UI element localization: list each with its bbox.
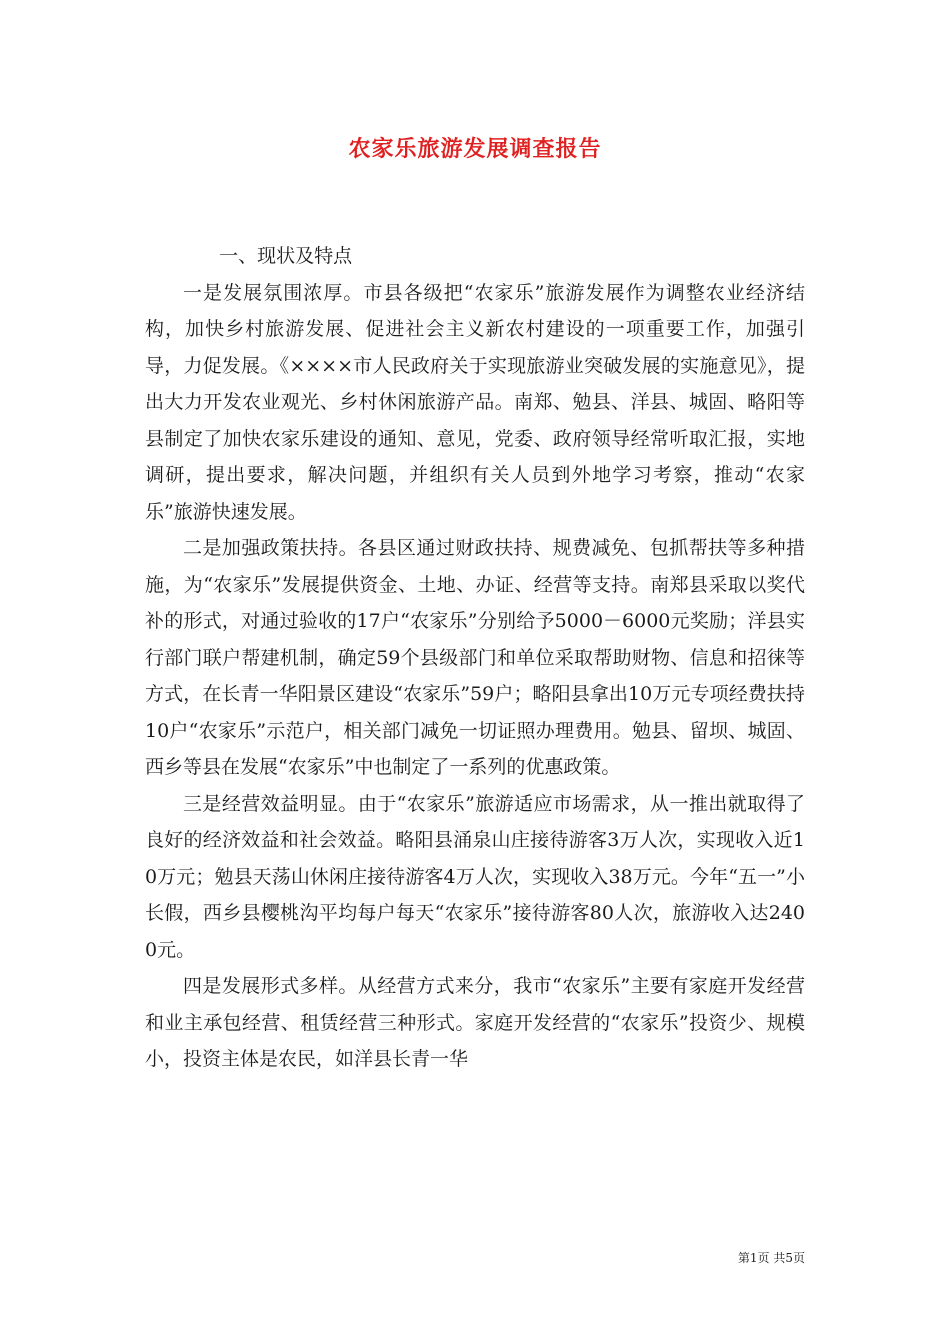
section-heading: 一、现状及特点	[219, 245, 353, 267]
paragraph-1: 一是发展氛围浓厚。市县各级把“农家乐”旅游发展作为调整农业经济结构，加快乡村旅游发展、促进社会主义新农村建设的一项重要工作，加强引导，力促发展。《××××市人民政府关于实现旅游业突破发展的实施意见》，提出大力开发农业观光、乡村休闲旅游产品。南郑、勉县、洋县、城固、略阳等县制定了加快农家乐建设的通知、意见，党委、政府领导经常听取汇报，实地调研，提出要求，解决问题，并组织有关人员到外地学习考察，推动“农家乐”旅游快速发展。	[145, 281, 805, 523]
document-title: 农家乐旅游发展调查报告	[348, 136, 602, 162]
document-body	[145, 238, 805, 1078]
page-number: 第1页 共5页	[737, 1251, 805, 1265]
paragraph-2: 二是加强政策扶持。各县区通过财政扶持、规费减免、包抓帮扶等多种措施，为“农家乐”发展提供资金、土地、办证、经营等支持。南郑县采取以奖代补的形式，对通过验收的17户“农家乐”分别给予5000－6000元奖励；洋县实行部门联户帮建机制，确定59个县级部门和单位采取帮助财物、信息和招徕等方式，在长青一华阳景区建设“农家乐”59户；略阳县拿出10万元专项经费扶持10户“农家乐”示范户，相关部门减免一切证照办理费用。勉县、留坝、城固、西乡等县在发展“农家乐”中也制定了一系列的优惠政策。	[145, 537, 805, 778]
paragraph-4: 四是发展形式多样。从经营方式来分，我市“农家乐”主要有家庭开发经营和业主承包经营、租赁经营三种形式。家庭开发经营的“农家乐”投资少、规模小，投资主体是农民，如洋县长青一华	[145, 975, 805, 1070]
paragraph-3: 三是经营效益明显。由于“农家乐”旅游适应市场需求，从一推出就取得了良好的经济效益和社会效益。略阳县涌泉山庄接待游客3万人次，实现收入近10万元；勉县天荡山休闲庄接待游客4万人次，实现收入38万元。今年“五一”小长假，西乡县樱桃沟平均每户每天“农家乐”接待游客80人次，旅游收入达2400元。	[145, 792, 805, 961]
